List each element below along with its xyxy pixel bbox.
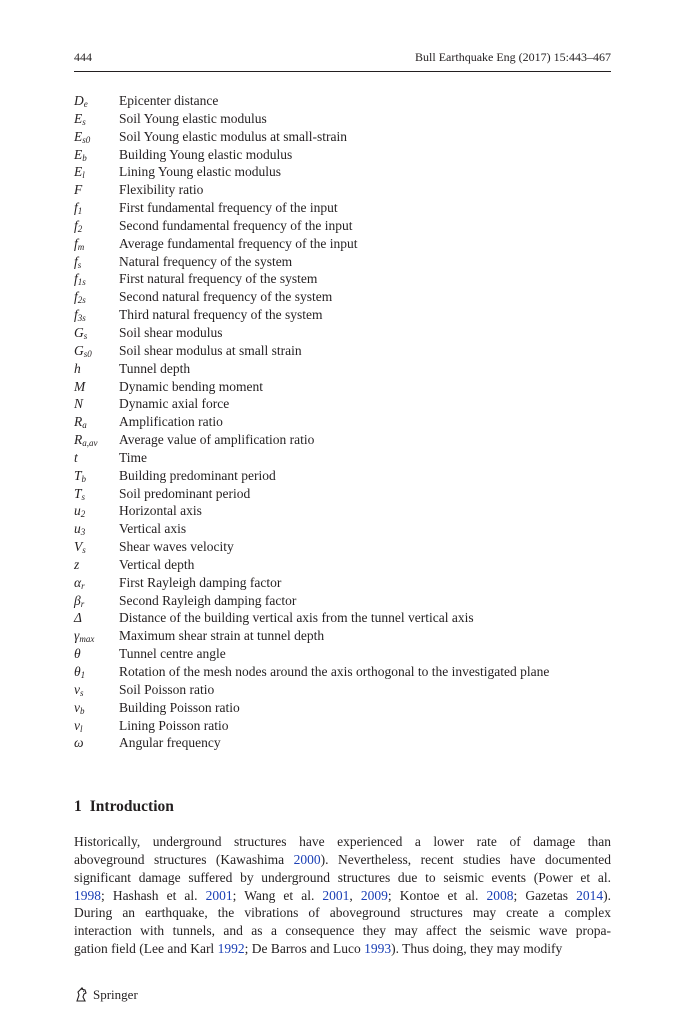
citation-link[interactable]: 2008 <box>486 887 514 903</box>
text-segment: ). Nevertheless, recent studies have documented <box>320 851 611 867</box>
definition: Third natural frequency of the system <box>119 307 323 323</box>
definition: First Rayleigh damping factor <box>119 574 282 590</box>
running-header <box>74 50 611 68</box>
text-segment: ; De Barros and Luco <box>244 941 365 957</box>
symbol <box>74 128 90 146</box>
symbol-subscript: s <box>80 687 84 698</box>
symbol-base: u <box>74 503 81 519</box>
symbol-subscript: s <box>82 116 86 127</box>
symbol-base: E <box>74 110 83 126</box>
symbol-subscript: b <box>82 152 87 163</box>
text-segment: ). Thus doing, they may modify <box>391 941 563 957</box>
symbol-subscript: s <box>82 545 86 556</box>
symbol-subscript: a,av <box>82 438 98 449</box>
nomenclature-row <box>74 253 611 271</box>
symbol-subscript: 2 <box>80 509 86 520</box>
definition: Distance of the building vertical axis from the tunnel vertical axis <box>119 610 474 626</box>
text-line <box>74 833 611 851</box>
symbol-base: T <box>74 467 82 483</box>
symbol <box>74 449 78 467</box>
symbol-base: z <box>74 556 80 572</box>
symbol-base: f <box>74 289 78 305</box>
header-rule <box>74 71 611 72</box>
text-segment: significant damage suffered by underground structures due to seismic events (Power et al. <box>74 869 611 885</box>
nomenclature-row <box>74 324 611 342</box>
nomenclature-row <box>74 681 611 699</box>
symbol-subscript: 2s <box>77 295 86 306</box>
symbol <box>74 592 84 610</box>
symbol <box>74 270 86 288</box>
springer-horse-icon <box>74 987 90 1003</box>
text-line <box>74 887 611 905</box>
text-segment: ). <box>603 887 611 903</box>
citation-link[interactable]: 1993 <box>364 941 392 957</box>
definition: Dynamic bending moment <box>119 378 263 394</box>
symbol <box>74 413 87 431</box>
symbol <box>74 520 85 538</box>
symbol <box>74 556 79 574</box>
definition: Second natural frequency of the system <box>119 289 333 305</box>
definition: Tunnel centre angle <box>119 646 226 662</box>
nomenclature-row <box>74 181 611 199</box>
symbol-base: E <box>74 146 83 162</box>
symbol-base: N <box>74 396 84 412</box>
nomenclature-row <box>74 413 611 431</box>
symbol-base: θ <box>74 646 81 662</box>
symbol-subscript: l <box>82 170 85 181</box>
symbol-base: θ <box>74 664 81 679</box>
nomenclature-row <box>74 592 611 610</box>
citation-link[interactable]: 2001 <box>322 887 350 903</box>
symbol-base: f <box>74 253 78 269</box>
nomenclature-row <box>74 609 611 627</box>
symbol-base: T <box>74 485 82 501</box>
definition: Average value of amplification ratio <box>119 432 315 448</box>
symbol <box>74 574 85 592</box>
symbol-base: f <box>74 271 78 287</box>
symbol <box>74 681 84 699</box>
symbol <box>74 502 85 520</box>
definition: Vertical depth <box>119 556 195 572</box>
symbol <box>74 217 82 235</box>
symbol-subscript: 1 <box>80 670 86 680</box>
definition: Soil shear modulus <box>119 324 223 340</box>
symbol <box>74 235 84 253</box>
definition: First fundamental frequency of the input <box>119 200 338 216</box>
nomenclature-row <box>74 699 611 717</box>
nomenclature-row <box>74 92 611 110</box>
publisher-footer <box>74 986 138 1004</box>
symbol-base: t <box>74 449 78 465</box>
definition: Flexibility ratio <box>119 182 204 198</box>
text-segment: , <box>349 887 361 903</box>
definition: Tunnel depth <box>119 360 191 376</box>
symbol-base: G <box>74 342 84 358</box>
symbol-subscript: 3 <box>80 527 86 538</box>
symbol <box>74 734 84 752</box>
symbol-subscript: max <box>79 634 95 645</box>
symbol-subscript: b <box>81 473 87 484</box>
section-title: Introduction <box>89 798 174 815</box>
symbol-base: ω <box>74 735 84 751</box>
text-segment: ; Wang et al. <box>232 887 323 903</box>
nomenclature-row <box>74 235 611 253</box>
introduction-paragraph <box>74 833 611 958</box>
text-line <box>74 869 611 887</box>
symbol-subscript: 1s <box>77 277 86 288</box>
text-segment: aboveground structures (Kawashima <box>74 851 294 867</box>
page-number: 444 <box>74 50 92 64</box>
citation-link[interactable]: 2009 <box>360 887 388 903</box>
symbol-subscript: s <box>77 259 82 270</box>
symbol-subscript: s <box>81 491 86 502</box>
symbol <box>74 717 83 735</box>
definition: First natural frequency of the system <box>119 271 318 287</box>
section-heading <box>74 798 182 816</box>
symbol <box>74 663 85 681</box>
symbol-base: F <box>74 182 83 198</box>
nomenclature-row <box>74 199 611 217</box>
symbol-base: f <box>74 307 78 323</box>
definition: Lining Young elastic modulus <box>119 164 282 180</box>
symbol <box>74 253 81 271</box>
definition: Soil Young elastic modulus at small-strain <box>119 128 347 144</box>
symbol-subscript: 3s <box>77 313 86 324</box>
text-segment: interaction with tunnels, and as a consequence they may affect the seismic wave propa- <box>74 923 611 939</box>
symbol <box>74 163 85 181</box>
symbol-base: β <box>74 592 81 608</box>
symbol-base: h <box>74 360 81 376</box>
symbol <box>74 110 86 128</box>
nomenclature-row <box>74 717 611 735</box>
symbol-base: ν <box>74 681 80 697</box>
symbol <box>74 360 81 378</box>
symbol <box>74 199 82 217</box>
symbol-base: γ <box>74 628 80 644</box>
symbol <box>74 395 83 413</box>
symbol-base: α <box>74 574 82 590</box>
text-line <box>74 940 611 958</box>
symbol-base: D <box>74 93 84 108</box>
symbol-subscript: s0 <box>83 348 92 359</box>
text-line <box>74 904 611 922</box>
nomenclature-row <box>74 645 611 663</box>
definition: Soil shear modulus at small strain <box>119 342 302 358</box>
definition: Soil Young elastic modulus <box>119 110 267 126</box>
nomenclature-row <box>74 306 611 324</box>
symbol-subscript: 1 <box>77 206 83 217</box>
text-segment: ; Gazetas <box>513 887 577 903</box>
symbol <box>74 467 86 485</box>
symbol-base: R <box>74 432 83 448</box>
definition: Time <box>119 449 148 465</box>
symbol-subscript: m <box>77 241 85 252</box>
section-number: 1 <box>74 798 82 815</box>
definition: Amplification ratio <box>119 414 223 430</box>
citation-link[interactable]: 2000 <box>293 851 321 867</box>
definition: Building predominant period <box>119 467 276 483</box>
symbol-base: u <box>74 521 81 537</box>
symbol-base: ν <box>74 717 80 733</box>
definition: Vertical axis <box>119 521 187 537</box>
citation-link[interactable]: 2014 <box>576 887 604 903</box>
nomenclature-row <box>74 146 611 164</box>
symbol-subscript: s0 <box>82 134 91 145</box>
journal-citation: Bull Earthquake Eng (2017) 15:443–467 <box>415 50 611 64</box>
definition: Average fundamental frequency of the input <box>119 235 358 251</box>
symbol-subscript: r <box>81 580 85 591</box>
nomenclature-row <box>74 449 611 467</box>
nomenclature-row <box>74 520 611 538</box>
symbol-base: f <box>74 217 78 233</box>
nomenclature-row <box>74 485 611 503</box>
symbol-base: f <box>74 200 78 216</box>
nomenclature-row <box>74 502 611 520</box>
definition: Building Young elastic modulus <box>119 146 293 162</box>
nomenclature-row <box>74 342 611 360</box>
symbol-base: f <box>74 235 78 251</box>
symbol-base: ν <box>74 699 80 715</box>
nomenclature-row <box>74 128 611 146</box>
nomenclature-row <box>74 663 611 681</box>
nomenclature-row <box>74 538 611 556</box>
nomenclature-row <box>74 395 611 413</box>
symbol <box>74 627 94 645</box>
symbol <box>74 288 86 306</box>
symbol-base: M <box>74 378 86 394</box>
text-segment: ; Kontoe et al. <box>387 887 487 903</box>
symbol-subscript: s <box>83 330 88 341</box>
nomenclature-row <box>74 110 611 128</box>
symbol-subscript: b <box>80 705 85 716</box>
definition: Dynamic axial force <box>119 396 230 412</box>
definition: Epicenter distance <box>119 93 219 108</box>
text-line <box>74 851 611 869</box>
symbol <box>74 485 85 503</box>
symbol <box>74 342 92 360</box>
definition: Second fundamental frequency of the input <box>119 217 353 233</box>
nomenclature-row <box>74 378 611 396</box>
nomenclature-row <box>74 556 611 574</box>
definition: Soil Poisson ratio <box>119 681 215 697</box>
nomenclature-row <box>74 627 611 645</box>
symbol <box>74 306 86 324</box>
definition: Soil predominant period <box>119 485 251 501</box>
symbol-subscript: 2 <box>77 223 83 234</box>
text-line <box>74 922 611 940</box>
definition: Horizontal axis <box>119 503 202 519</box>
symbol <box>74 609 82 627</box>
symbol-base: Δ <box>74 610 82 626</box>
symbol-subscript: e <box>83 99 88 109</box>
definition: Lining Poisson ratio <box>119 717 229 733</box>
symbol-subscript: r <box>80 598 85 609</box>
symbol <box>74 378 85 396</box>
symbol <box>74 324 87 342</box>
symbol-subscript: l <box>80 723 83 734</box>
citation-link[interactable]: 1998 <box>74 887 101 903</box>
definition: Shear waves velocity <box>119 539 234 555</box>
symbol <box>74 538 86 556</box>
definition: Second Rayleigh damping factor <box>119 592 297 608</box>
symbol <box>74 645 81 663</box>
text-segment: ; Hashash et al. <box>101 887 206 903</box>
symbol <box>74 146 87 164</box>
symbol-base: E <box>74 164 83 180</box>
symbol-base: V <box>74 539 83 555</box>
nomenclature-list <box>74 92 611 752</box>
citation-link[interactable]: 2001 <box>205 887 233 903</box>
nomenclature-row <box>74 163 611 181</box>
text-segment: gation field (Lee and Karl <box>74 941 218 957</box>
symbol-base: E <box>74 128 83 144</box>
symbol-base: R <box>74 414 83 430</box>
definition: Angular frequency <box>119 735 221 751</box>
nomenclature-row <box>74 270 611 288</box>
symbol-subscript: a <box>82 420 87 431</box>
nomenclature-row <box>74 217 611 235</box>
text-segment: During an earthquake, the vibrations of aboveground structures may create a complex <box>74 905 611 921</box>
nomenclature-row <box>74 574 611 592</box>
nomenclature-row <box>74 360 611 378</box>
nomenclature-row <box>74 467 611 485</box>
symbol <box>74 92 88 110</box>
nomenclature-row <box>74 431 611 449</box>
text-segment: Historically, underground structures have experienced a lower rate of damage than <box>74 834 611 849</box>
definition: Maximum shear strain at tunnel depth <box>119 628 325 644</box>
citation-link[interactable]: 1992 <box>217 941 245 957</box>
symbol <box>74 181 82 199</box>
symbol <box>74 431 98 449</box>
nomenclature-row <box>74 288 611 306</box>
symbol-base: G <box>74 324 84 340</box>
publisher-name: Springer <box>93 987 138 1002</box>
nomenclature-row <box>74 734 611 752</box>
symbol <box>74 699 85 717</box>
definition: Building Poisson ratio <box>119 699 240 715</box>
definition: Rotation of the mesh nodes around the axis orthogonal to the investigated plane <box>119 664 550 679</box>
definition: Natural frequency of the system <box>119 253 293 269</box>
